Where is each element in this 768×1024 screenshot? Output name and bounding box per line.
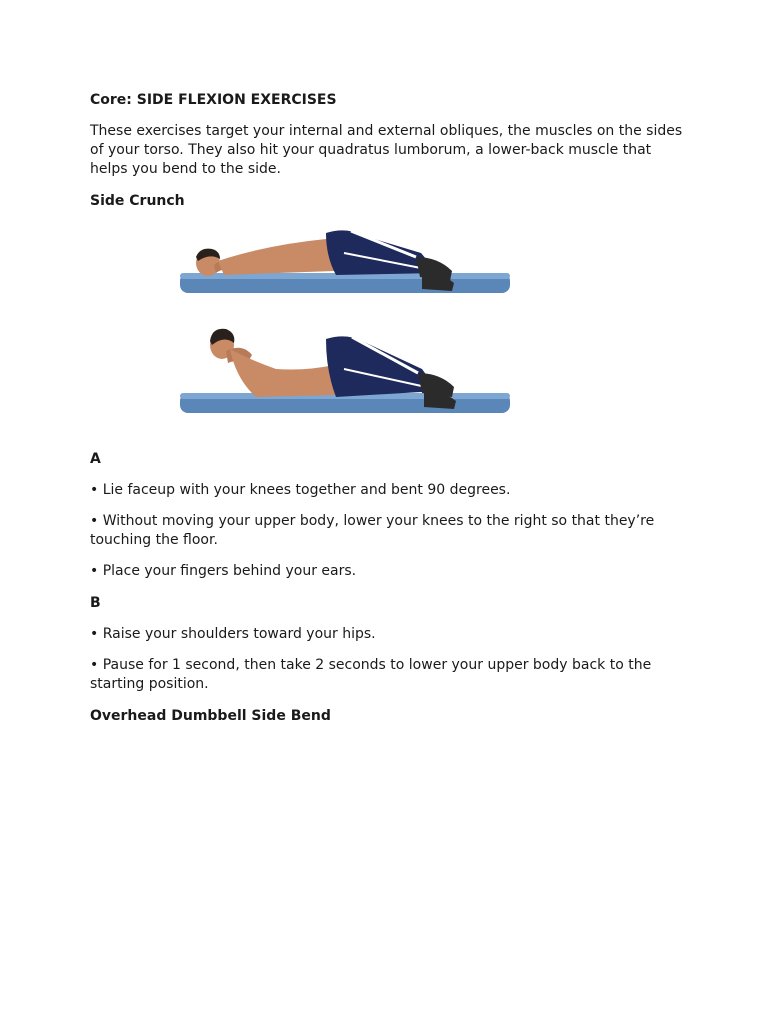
bullet-item: • Pause for 1 second, then take 2 seconds to lower your upper body back to the starting position. bbox=[90, 657, 652, 692]
bullet-item: • Raise your shoulders toward your hips. bbox=[90, 626, 376, 642]
spacer bbox=[90, 429, 690, 449]
document-page bbox=[90, 90, 690, 738]
step-label-b: B bbox=[90, 595, 101, 611]
exercise-photo-start bbox=[176, 217, 516, 307]
section-title-side-crunch: Side Crunch bbox=[90, 193, 185, 209]
section-title-overhead-dumbbell: Overhead Dumbbell Side Bend bbox=[90, 708, 331, 724]
bullet-item: • Lie faceup with your knees together and bent 90 degrees. bbox=[90, 482, 511, 498]
step-label-a: A bbox=[90, 451, 101, 467]
exercise-photo-crunch bbox=[176, 319, 516, 429]
torso bbox=[218, 239, 336, 275]
bullet-item: • Without moving your upper body, lower your knees to the right so that they’re touching the floor. bbox=[90, 513, 655, 548]
bullet-item: • Place your fingers behind your ears. bbox=[90, 563, 357, 579]
intro-paragraph: These exercises target your internal and external obliques, the muscles on the sides of your torso. They also hit your quadratus lumborum, a lower-back muscle that helps you bend to the side. bbox=[90, 123, 683, 177]
page-title: Core: SIDE FLEXION EXERCISES bbox=[90, 92, 337, 108]
